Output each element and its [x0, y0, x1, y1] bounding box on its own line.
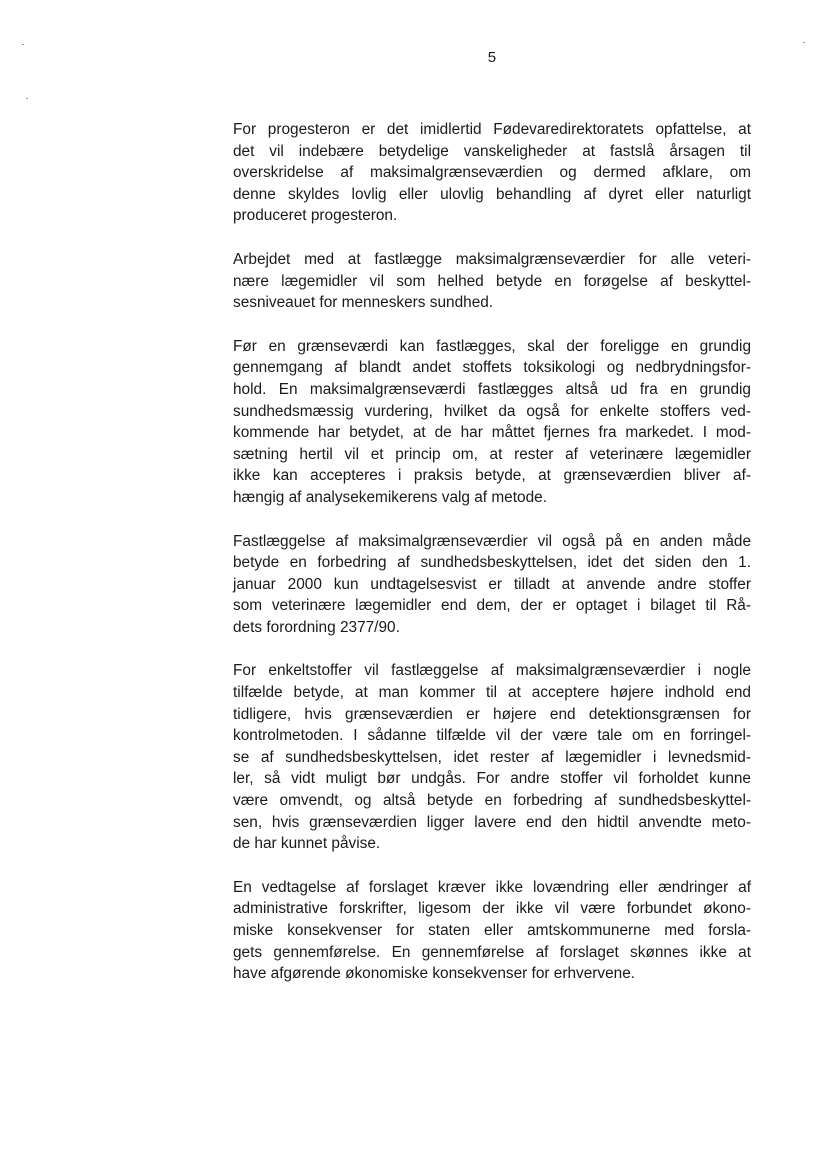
paragraph — [233, 660, 751, 854]
text-line: betyde en forbedring af sundhedsbeskyttelsen, idet det siden den 1. — [233, 554, 751, 572]
text-line: hold. En maksimalgrænseværdi fastlægges altså ud fra en grundig — [233, 380, 751, 398]
scan-speck — [22, 44, 24, 45]
paragraph — [233, 119, 751, 227]
text-line: For enkeltstoffer vil fastlæggelse af maksimalgrænseværdier i nogle — [233, 662, 751, 680]
text-line: tilfælde betyde, at man kommer til at acceptere højere indhold end — [233, 684, 751, 702]
text-line: ikke kan accepteres i praksis betyde, at grænseværdien bliver af- — [233, 467, 751, 485]
paragraph — [233, 877, 751, 985]
document-body — [233, 119, 751, 1007]
text-line: denne skyldes lovlig eller ulovlig behandling af dyret eller naturligt — [233, 185, 751, 203]
text-line: se af sundhedsbeskyttelsen, idet rester af lægemidler i levnedsmid- — [233, 748, 751, 766]
page-number: 5 — [487, 49, 497, 66]
text-line: produceret progesteron. — [233, 207, 398, 225]
text-line: ler, så vidt muligt bør undgås. For andre stoffer vil forholdet kunne — [233, 770, 751, 788]
text-line: En vedtagelse af forslaget kræver ikke lovændring eller ændringer af — [233, 878, 751, 896]
text-line: For progesteron er det imidlertid Fødevaredirektoratets opfattelse, at — [233, 121, 751, 138]
text-line: sen, hvis grænseværdien ligger lavere end den hidtil anvendte meto- — [233, 813, 751, 831]
text-line: nære lægemidler vil som helhed betyde en forøgelse af beskyttel- — [233, 272, 751, 290]
text-line: have afgørende økonomiske konsekvenser for erhvervene. — [233, 965, 636, 983]
text-line: gets gennemførelse. En gennemførelse af forslaget skønnes ikke at — [233, 943, 751, 961]
text-line: sundhedsmæssig vurdering, hvilket da også for enkelte stoffers ved- — [233, 402, 751, 420]
text-line: miske konsekvenser for staten eller amtskommunerne med forsla- — [233, 922, 751, 939]
text-line: januar 2000 kun undtagelsesvist er tilladt at anvende andre stoffer — [233, 575, 751, 593]
text-line: administrative forskrifter, ligesom der ikke vil være forbundet økono- — [233, 900, 751, 918]
paragraph — [233, 336, 751, 509]
text-line: sesniveauet for menneskers sundhed. — [233, 294, 494, 312]
text-line: Arbejdet med at fastlægge maksimalgrænseværdier for alle veteri- — [233, 250, 751, 268]
paragraph — [233, 531, 751, 639]
text-line: Fastlæggelse af maksimalgrænseværdier vil også på en anden måde — [233, 532, 751, 550]
text-line: kommende har betydet, at de har måttet fjernes fra markedet. I mod- — [233, 424, 751, 442]
text-line: være omvendt, og altså betyde en forbedring af sundhedsbeskyttel- — [233, 792, 751, 810]
text-line: kontrolmetoden. I sådanne tilfælde vil der være tale om en forringel- — [233, 727, 751, 745]
text-line: Før en grænseværdi kan fastlægges, skal der foreligge en grundig — [233, 337, 751, 355]
text-line: gennemgang af blandt andet stoffets toksikologi og nedbrydningsfor- — [233, 359, 751, 377]
text-line: dets forordning 2377/90. — [233, 618, 400, 636]
scan-speck — [26, 98, 28, 99]
text-line: sætning hertil vil et princip om, at rester af veterinære lægemidler — [233, 445, 751, 463]
text-line: de har kunnet påvise. — [233, 835, 381, 853]
text-line: hængig af analysekemikerens valg af metode. — [233, 488, 547, 506]
text-line: tidligere, hvis grænseværdien er højere end detektionsgrænsen for — [233, 705, 751, 723]
text-line: overskridelse af maksimalgrænseværdien og dermed afklare, om — [233, 164, 751, 182]
text-line: som veterinære lægemidler end dem, der er optaget i bilaget til Rå- — [233, 597, 751, 615]
text-line: det vil indebære betydelige vanskeligheder at fastslå årsagen til — [233, 142, 751, 160]
paragraph — [233, 249, 751, 314]
scan-speck — [803, 42, 805, 43]
